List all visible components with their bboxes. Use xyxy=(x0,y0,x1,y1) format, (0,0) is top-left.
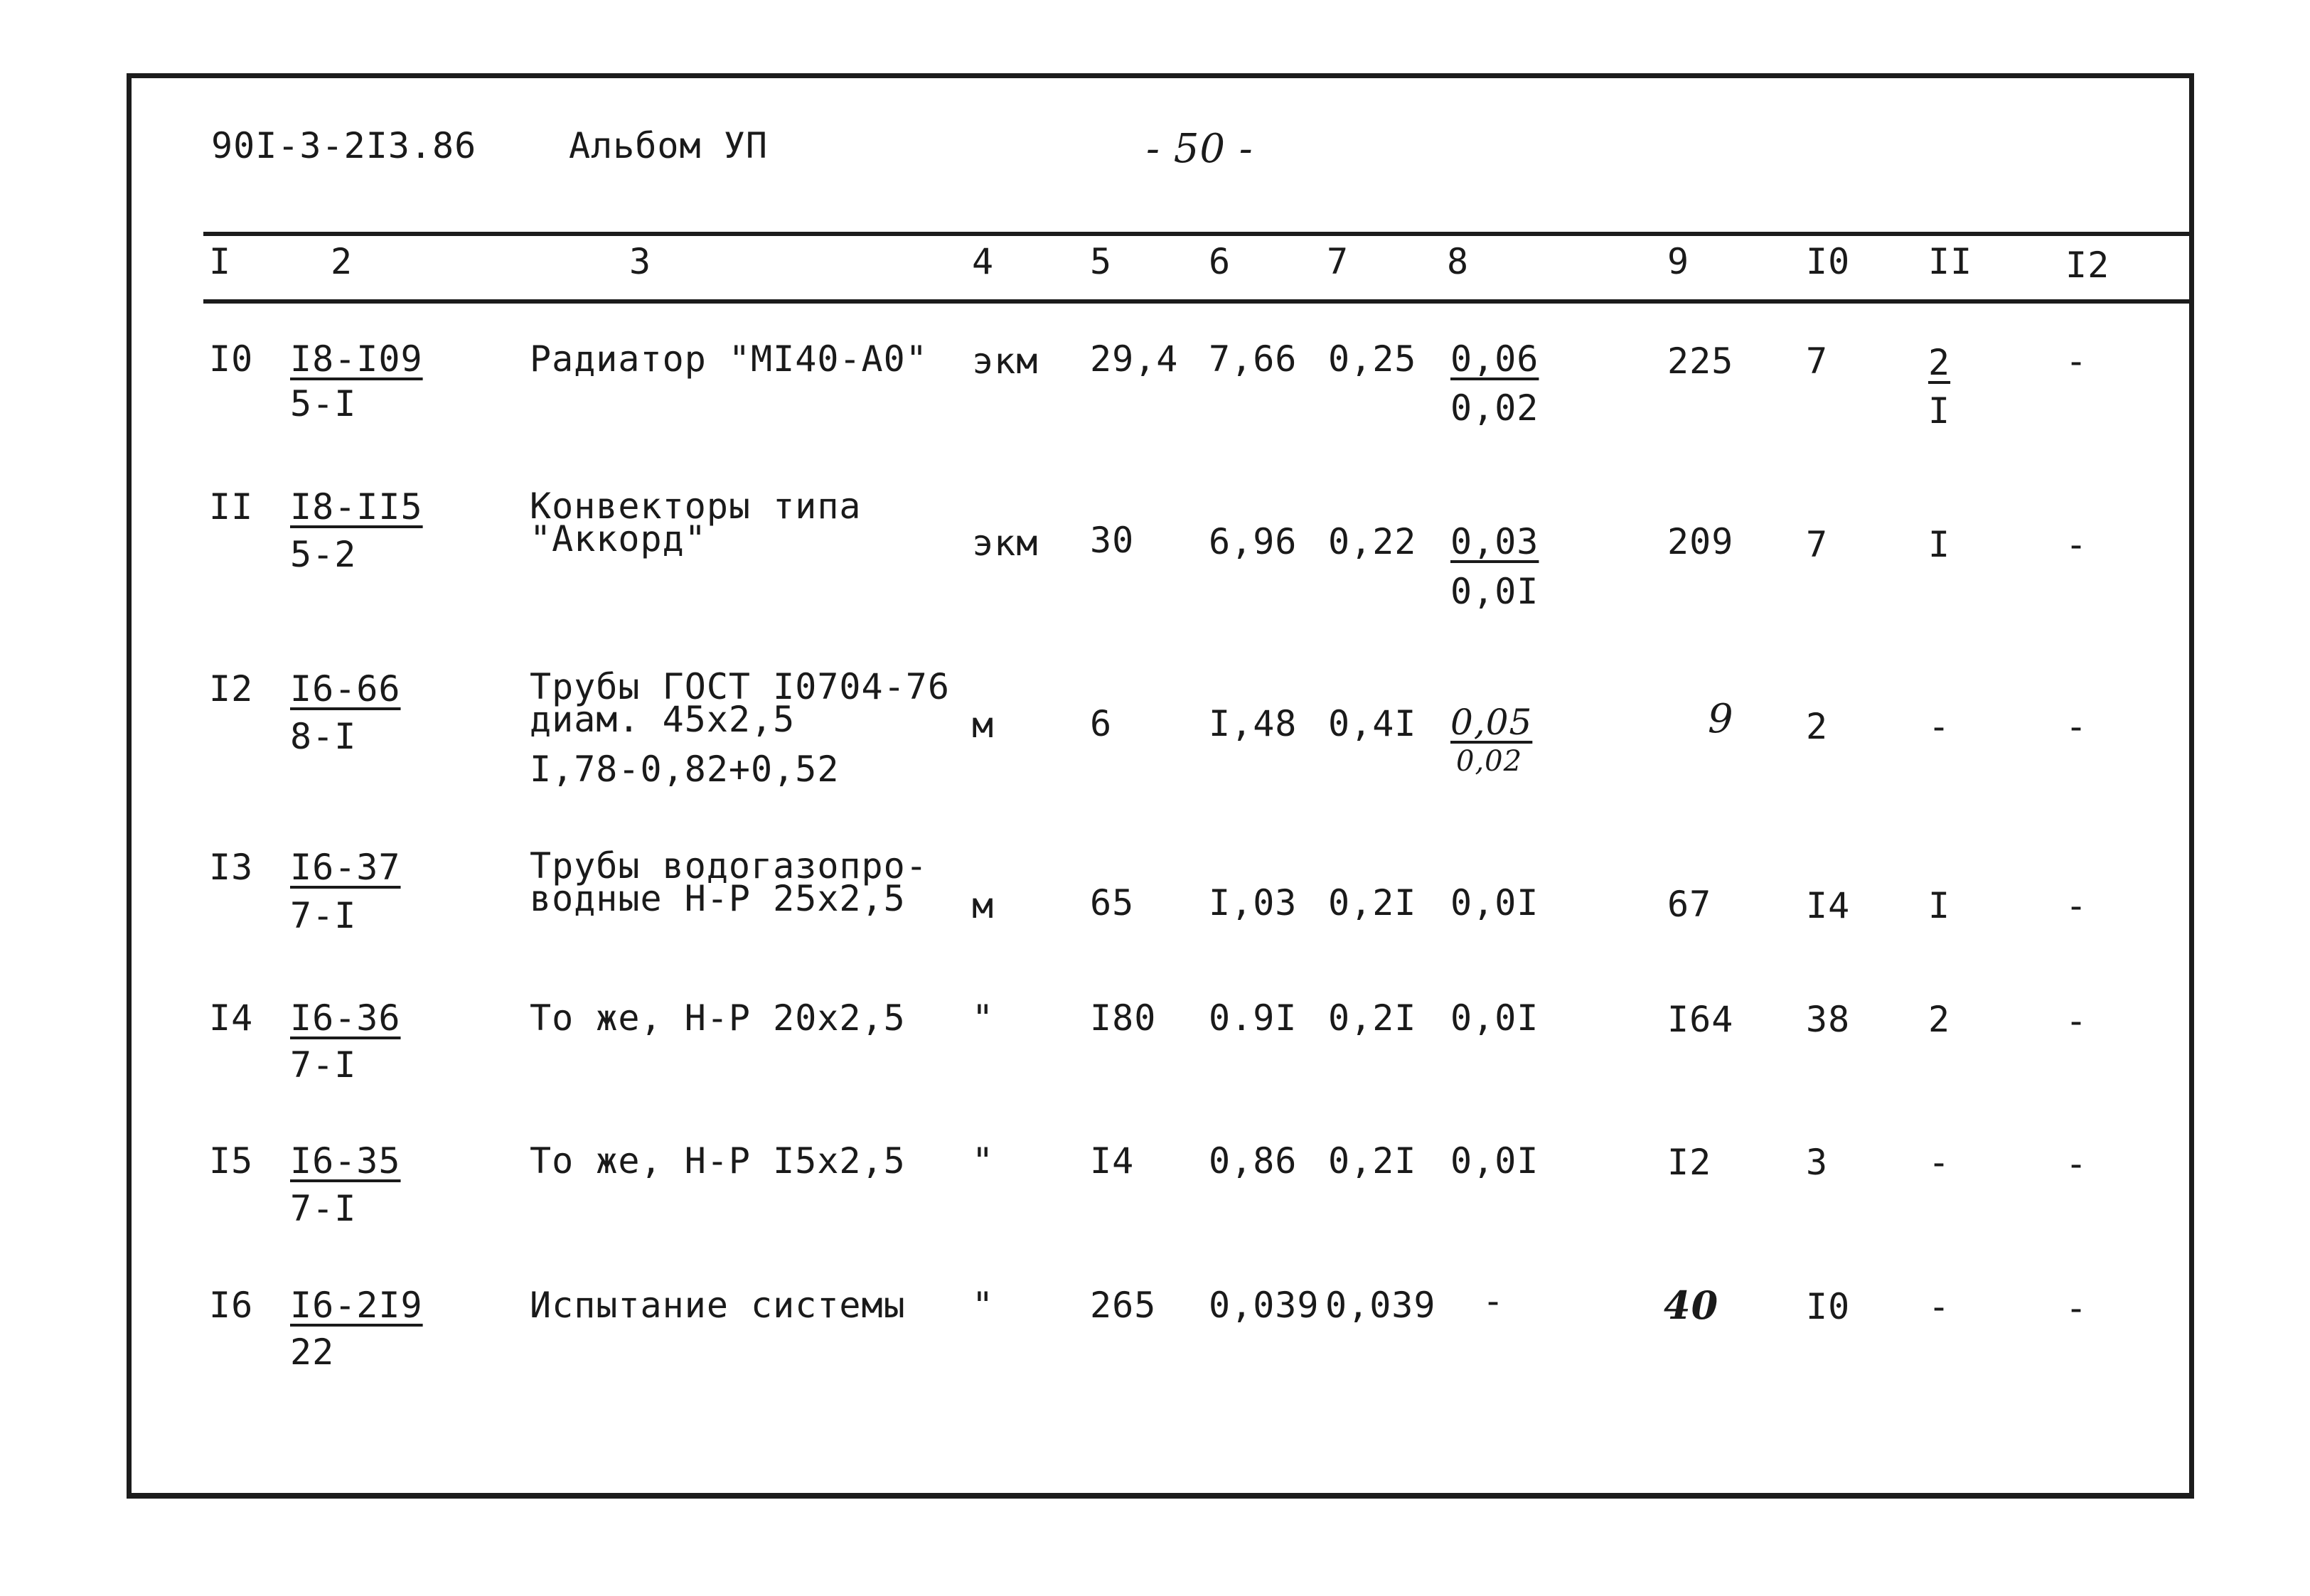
unit: м xyxy=(972,885,995,926)
norm-subcode: 22 xyxy=(290,1332,335,1373)
unit: " xyxy=(972,997,995,1039)
col12-value: - xyxy=(2065,1287,2088,1329)
norm-code: I6-35 xyxy=(290,1140,401,1182)
col8-value-top: 0,06 xyxy=(1450,338,1539,380)
col12-value: - xyxy=(2065,341,2088,382)
norm-subcode: 8-I xyxy=(290,716,357,757)
col10-value: 38 xyxy=(1806,999,1851,1040)
column-header: 5 xyxy=(1090,241,1113,282)
norm-subcode: 7-I xyxy=(290,895,357,936)
column-header: I0 xyxy=(1806,241,1851,282)
column-header: I2 xyxy=(2065,245,2110,286)
col6-value: 0,039 xyxy=(1209,1285,1320,1326)
column-header: I xyxy=(209,241,232,282)
col8-value: - xyxy=(1482,1280,1505,1322)
item-description: I,78-0,82+0,52 xyxy=(530,749,840,790)
col9-value: 40 xyxy=(1664,1282,1719,1328)
col10-value: I0 xyxy=(1806,1286,1851,1327)
norm-code: I6-66 xyxy=(290,668,401,709)
norm-subcode: 7-I xyxy=(290,1044,357,1086)
col7-value: 0,4I xyxy=(1328,703,1417,744)
page-number: - 50 - xyxy=(1146,126,1253,172)
item-description: Радиатор "MI40-A0" xyxy=(530,338,928,380)
col8-value-top: 0,03 xyxy=(1450,521,1539,562)
item-description: Трубы водогазопро- xyxy=(530,845,928,887)
col11-value-bottom: I xyxy=(1928,390,1951,432)
document-code: 90I-3-2I3.86 xyxy=(211,125,477,166)
col11-value: - xyxy=(1928,706,1951,747)
col6-value: 7,66 xyxy=(1209,338,1298,380)
col11-value: - xyxy=(1928,1286,1951,1327)
col8-value: 0,0I xyxy=(1450,1140,1539,1182)
col7-value: 0,039 xyxy=(1325,1285,1436,1326)
norm-subcode: 7-I xyxy=(290,1188,357,1229)
col5-value: 30 xyxy=(1090,520,1135,561)
col9-value: 67 xyxy=(1667,884,1712,925)
unit: м xyxy=(972,705,995,746)
row-number: I6 xyxy=(209,1285,254,1326)
col7-value: 0,25 xyxy=(1328,338,1417,380)
row-number: I2 xyxy=(209,668,254,709)
col8-value-bottom: 0,0I xyxy=(1450,571,1539,612)
col10-value: 2 xyxy=(1806,706,1829,747)
item-description: диам. 45х2,5 xyxy=(530,699,796,740)
col8-value: 0,0I xyxy=(1450,997,1539,1039)
col9-value: 209 xyxy=(1667,521,1734,562)
col7-value: 0,22 xyxy=(1328,521,1417,562)
col10-value: 3 xyxy=(1806,1142,1829,1183)
unit: экм xyxy=(972,341,1039,382)
norm-subcode: 5-2 xyxy=(290,534,357,575)
header-top-rule xyxy=(203,232,2190,236)
col6-value: 0,86 xyxy=(1209,1140,1298,1182)
col12-value: - xyxy=(2065,706,2088,747)
norm-code: I6-36 xyxy=(290,997,401,1039)
item-description: То же, Н-Р I5х2,5 xyxy=(530,1140,906,1182)
item-description: Конвекторы типа xyxy=(530,486,862,527)
col10-value: 7 xyxy=(1806,524,1829,565)
column-header: 7 xyxy=(1327,241,1349,282)
column-header: 3 xyxy=(629,241,652,282)
col9-value: 9 xyxy=(1708,696,1734,742)
norm-code: I8-I09 xyxy=(290,338,423,380)
column-header: 8 xyxy=(1447,241,1470,282)
col12-value: - xyxy=(2065,885,2088,926)
item-description: водные Н-Р 25х2,5 xyxy=(530,878,906,919)
col12-value: - xyxy=(2065,1000,2088,1041)
column-header: 6 xyxy=(1209,241,1231,282)
col5-value: I4 xyxy=(1090,1140,1135,1182)
col5-value: 29,4 xyxy=(1090,338,1179,380)
row-number: II xyxy=(209,486,254,527)
col5-value: 6 xyxy=(1090,703,1113,744)
row-number: I0 xyxy=(209,338,254,380)
col8-value-bottom: 0,02 xyxy=(1450,387,1539,429)
col5-value: I80 xyxy=(1090,997,1157,1039)
col12-value: - xyxy=(2065,1143,2088,1184)
unit: " xyxy=(972,1285,995,1326)
col10-value: I4 xyxy=(1806,885,1851,926)
col5-value: 265 xyxy=(1090,1285,1157,1326)
col8-value-bottom: 0,02 xyxy=(1456,745,1523,778)
col9-value: I64 xyxy=(1667,999,1734,1040)
album-title: Альбом УП xyxy=(569,125,768,166)
unit: экм xyxy=(972,523,1039,564)
unit: " xyxy=(972,1140,995,1182)
col10-value: 7 xyxy=(1806,341,1829,382)
col12-value: - xyxy=(2065,524,2088,565)
column-header: 2 xyxy=(331,241,353,282)
col7-value: 0,2I xyxy=(1328,997,1417,1039)
norm-subcode: 5-I xyxy=(290,383,357,424)
row-number: I3 xyxy=(209,847,254,888)
col9-value: I2 xyxy=(1667,1142,1712,1183)
row-number: I5 xyxy=(209,1140,254,1182)
column-header: II xyxy=(1928,241,1973,282)
col9-value: 225 xyxy=(1667,341,1734,382)
col11-value: - xyxy=(1928,1142,1951,1183)
col7-value: 0,2I xyxy=(1328,1140,1417,1182)
col6-value: I,03 xyxy=(1209,882,1298,923)
col11-value: I xyxy=(1928,524,1951,565)
norm-code: I6-2I9 xyxy=(290,1285,423,1326)
page-frame xyxy=(127,73,2194,1499)
norm-code: I6-37 xyxy=(290,847,401,888)
col8-value: 0,0I xyxy=(1450,882,1539,923)
item-description: То же, Н-Р 20х2,5 xyxy=(530,997,906,1039)
item-description: "Аккорд" xyxy=(530,518,707,559)
column-header: 9 xyxy=(1667,241,1690,282)
col11-value: 2 xyxy=(1928,999,1951,1040)
item-description: Трубы ГОСТ I0704-76 xyxy=(530,666,950,707)
column-header: 4 xyxy=(972,241,995,282)
row-number: I4 xyxy=(209,997,254,1039)
col8-value-top: 0,05 xyxy=(1450,702,1533,743)
col6-value: 0.9I xyxy=(1209,997,1298,1039)
col5-value: 65 xyxy=(1090,882,1135,923)
col7-value: 0,2I xyxy=(1328,882,1417,923)
header-bottom-rule xyxy=(203,299,2190,304)
col11-value: I xyxy=(1928,885,1951,926)
col6-value: I,48 xyxy=(1209,703,1298,744)
col11-value-top: 2 xyxy=(1928,342,1951,383)
item-description: Испытание системы xyxy=(530,1285,906,1326)
norm-code: I8-II5 xyxy=(290,486,423,527)
col6-value: 6,96 xyxy=(1209,521,1298,562)
